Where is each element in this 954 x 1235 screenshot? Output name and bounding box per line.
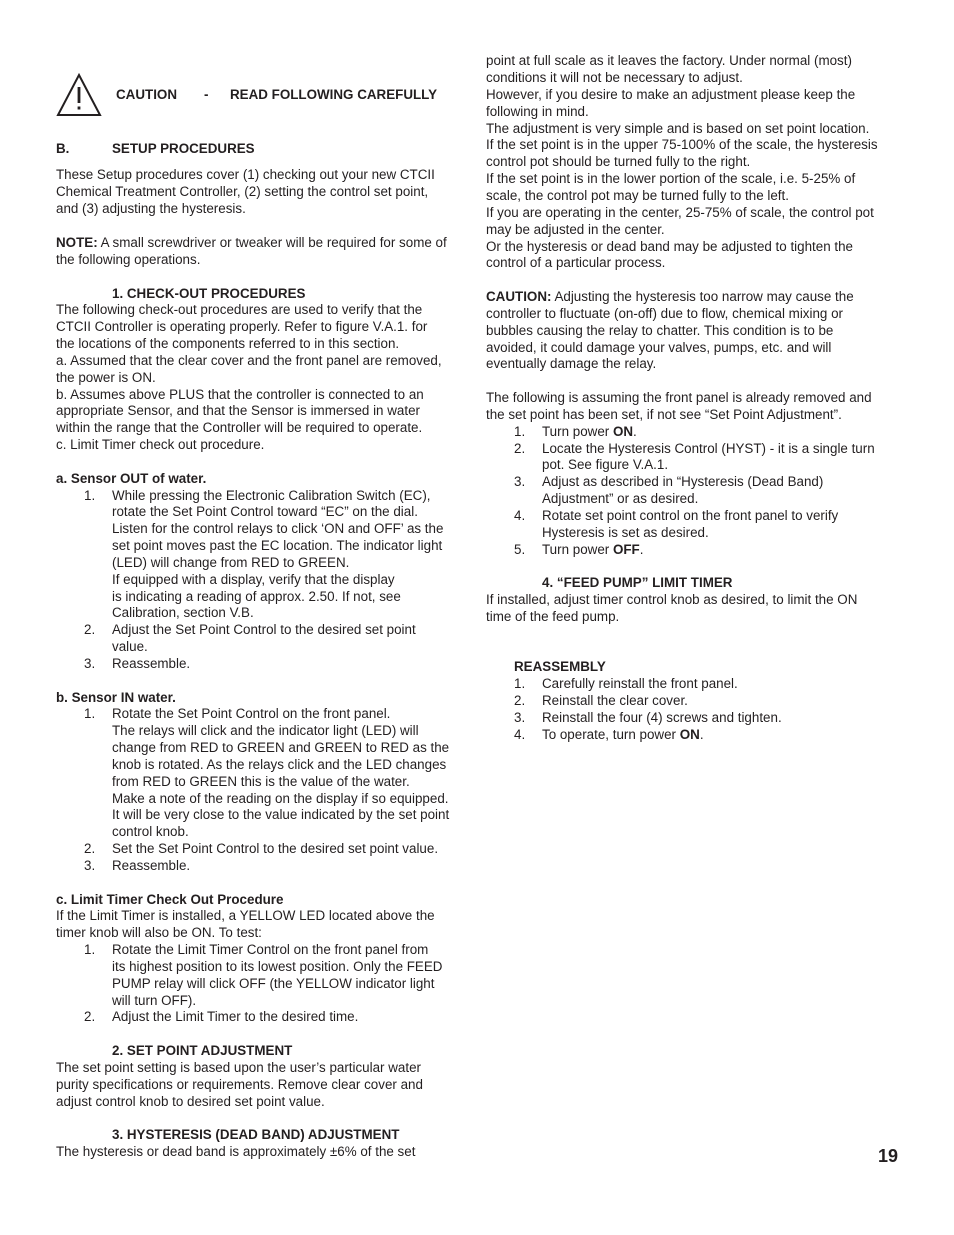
text-line: c. Limit Timer check out procedure.	[56, 437, 265, 452]
text-line: scale, the control pot may be turned fully to the left.	[486, 188, 789, 203]
text-line: Chemical Treatment Controller, (2) setting the control set point,	[56, 184, 429, 199]
text-line: NOTE: A small screwdriver or tweaker will be required for some of	[56, 235, 447, 250]
text-line: Adjust as described in “Hysteresis (Dead Band)	[542, 474, 824, 489]
text-line: 3. HYSTERESIS (DEAD BAND) ADJUSTMENT	[112, 1127, 400, 1142]
text-line: avoided, it could damage your valves, pumps, etc. and will	[486, 340, 832, 355]
text-line: 2.	[84, 1009, 96, 1024]
text-line: set point moves past the EC location. The indicator light	[112, 538, 443, 553]
text-line: c. Limit Timer Check Out Procedure	[56, 892, 284, 907]
text-line: may be adjusted in the center.	[486, 222, 665, 237]
text-line: Hysteresis is set as desired.	[542, 525, 709, 540]
text-line: Or the hysteresis or dead band may be adjusted to tighten the	[486, 239, 853, 254]
text-line: from RED to GREEN this is the value of the water.	[112, 774, 410, 789]
text-line: Make a note of the reading on the display if so equipped.	[112, 791, 449, 806]
text-line: 3.	[514, 474, 526, 489]
text-line: Calibration, section V.B.	[112, 605, 254, 620]
text-line: control knob.	[112, 824, 189, 839]
text-line: following in mind.	[486, 104, 589, 119]
text-line: its highest position to its lowest position. Only the FEED	[112, 959, 443, 974]
text-line: Rotate the Limit Timer Control on the front panel from	[112, 942, 429, 957]
text-line: If the set point is in the lower portion of the scale, i.e. 5-25% of	[486, 171, 856, 186]
caution-label: CAUTION	[116, 87, 177, 102]
text-line: CTCII Controller is operating properly. Refer to figure V.A.1. for	[56, 319, 428, 334]
text-line: Reassemble.	[112, 656, 191, 671]
text-line: Reinstall the clear cover.	[542, 693, 688, 708]
text-line: 1. CHECK-OUT PROCEDURES	[112, 286, 306, 301]
text-line: control pot should be turned fully to the right.	[486, 154, 751, 169]
text-line: will turn OFF).	[112, 993, 197, 1008]
text-line: These Setup procedures cover (1) checking out your new CTCII	[56, 167, 435, 182]
text-line: PUMP relay will click OFF (the YELLOW indicator light	[112, 976, 435, 991]
text-line: B.	[56, 141, 70, 156]
text-line: If installed, adjust timer control knob as desired, to limit the ON	[486, 592, 858, 607]
text-line: a. Sensor OUT of water.	[56, 471, 207, 486]
text-line: eventually damage the relay.	[486, 356, 657, 371]
text-line: Reassemble.	[112, 858, 191, 873]
text-line: the set point has been set, if not see “Set Point Adjustment”.	[486, 407, 842, 422]
text-line: If the Limit Timer is installed, a YELLOW LED located above the	[56, 908, 435, 923]
text-line: 1.	[84, 488, 96, 503]
text-line: 1.	[514, 676, 526, 691]
text-line: Listen for the control relays to click ‘ON and OFF’ as the	[112, 521, 444, 536]
caution-text: READ FOLLOWING CAREFULLY	[230, 87, 438, 102]
text-line: purity specifications or requirements. Remove clear cover and	[56, 1077, 423, 1092]
text-line: It will be very close to the value indicated by the set point	[112, 807, 450, 822]
text-line: the locations of the components referred to in this section.	[56, 336, 400, 351]
text-line: appropriate Sensor, and that the Sensor is immersed in water	[56, 403, 420, 418]
text-line: point at full scale as it leaves the factory. Under normal (most)	[486, 53, 852, 68]
text-line: To operate, turn power ON.	[542, 727, 704, 742]
text-line: Set the Set Point Control to the desired set point value.	[112, 841, 439, 856]
text-line: control of a particular process.	[486, 255, 666, 270]
text-line: Carefully reinstall the front panel.	[542, 676, 738, 691]
text-line: value.	[112, 639, 148, 654]
page-number: 19	[878, 1146, 899, 1166]
warning-triangle-icon	[56, 73, 102, 117]
text-line: If you are operating in the center, 25-75% of scale, the control pot	[486, 205, 874, 220]
text-line: is indicating a reading of approx. 2.50. If not, see	[112, 589, 401, 604]
text-line: 3.	[84, 656, 96, 671]
text-line: 1.	[84, 942, 96, 957]
text-line: rotate the Set Point Control toward “EC” on the dial.	[112, 504, 418, 519]
caution-dash: -	[204, 87, 209, 102]
text-line: conditions it will not be necessary to adjust.	[486, 70, 743, 85]
text-line: The following check-out procedures are used to verify that the	[56, 302, 423, 317]
text-line: 2.	[514, 441, 526, 456]
text-line: pot. See figure V.A.1.	[542, 457, 669, 472]
text-line: 5.	[514, 542, 526, 557]
text-line: While pressing the Electronic Calibration Switch (EC),	[112, 488, 431, 503]
text-line: SETUP PROCEDURES	[112, 141, 255, 156]
text-line: 1.	[514, 424, 526, 439]
text-line: 4.	[514, 508, 526, 523]
text-line: controller to fluctuate (on-off) due to flow, chemical mixing or	[486, 306, 844, 321]
text-line: 2. SET POINT ADJUSTMENT	[112, 1043, 293, 1058]
text-line: b. Assumes above PLUS that the controller is connected to an	[56, 387, 424, 402]
text-line: Rotate the Set Point Control on the front panel.	[112, 706, 391, 721]
text-line: Adjust the Set Point Control to the desired set point	[112, 622, 416, 637]
text-line: knob is rotated. As the relays click and the LED changes	[112, 757, 447, 772]
text-line: adjust control knob to desired set point value.	[56, 1094, 325, 1109]
text-line: 4. “FEED PUMP” LIMIT TIMER	[542, 575, 733, 590]
text-line: If equipped with a display, verify that the display	[112, 572, 395, 587]
text-line: and (3) adjusting the hysteresis.	[56, 201, 246, 216]
text-line: 3.	[514, 710, 526, 725]
text-line: Turn power ON.	[542, 424, 637, 439]
text-line: change from RED to GREEN and GREEN to RED as the	[112, 740, 450, 755]
text-line: The following is assuming the front panel is already removed and	[486, 390, 872, 405]
text-line: Adjust the Limit Timer to the desired time.	[112, 1009, 359, 1024]
text-line: Locate the Hysteresis Control (HYST) - it is a single turn	[542, 441, 875, 456]
text-line: The set point setting is based upon the user’s particular water	[56, 1060, 421, 1075]
text-line: b. Sensor IN water.	[56, 690, 176, 705]
text-line: However, if you desire to make an adjustment please keep the	[486, 87, 856, 102]
text-line: Rotate set point control on the front panel to verify	[542, 508, 839, 523]
text-line: the power is ON.	[56, 370, 156, 385]
text-line: If the set point is in the upper 75-100% of the scale, the hysteresis	[486, 137, 878, 152]
text-line: CAUTION: Adjusting the hysteresis too narrow may cause the	[486, 289, 854, 304]
text-line: Reinstall the four (4) screws and tighten.	[542, 710, 782, 725]
text-line: Turn power OFF.	[542, 542, 644, 557]
text-line: timer knob will also be ON. To test:	[56, 925, 262, 940]
text-line: (LED) will change from RED to GREEN.	[112, 555, 350, 570]
text-line: within the range that the Controller will be required to operate.	[56, 420, 423, 435]
text-line: a. Assumed that the clear cover and the front panel are removed,	[56, 353, 442, 368]
text-line: The hysteresis or dead band is approximately ±6% of the set	[56, 1144, 416, 1159]
text-line: bubbles causing the relay to chatter. This condition is to be	[486, 323, 834, 338]
text-line: Adjustment” or as desired.	[542, 491, 699, 506]
text-line: 2.	[514, 693, 526, 708]
text-line: the following operations.	[56, 252, 201, 267]
text-line: The adjustment is very simple and is based on set point location.	[486, 121, 870, 136]
text-line: 2.	[84, 841, 96, 856]
text-line: The relays will click and the indicator light (LED) will	[112, 723, 419, 738]
text-line: 2.	[84, 622, 96, 637]
text-line: 4.	[514, 727, 526, 742]
text-line: 1.	[84, 706, 96, 721]
text-line: time of the feed pump.	[486, 609, 620, 624]
text-line: 3.	[84, 858, 96, 873]
text-line: REASSEMBLY	[514, 659, 606, 674]
